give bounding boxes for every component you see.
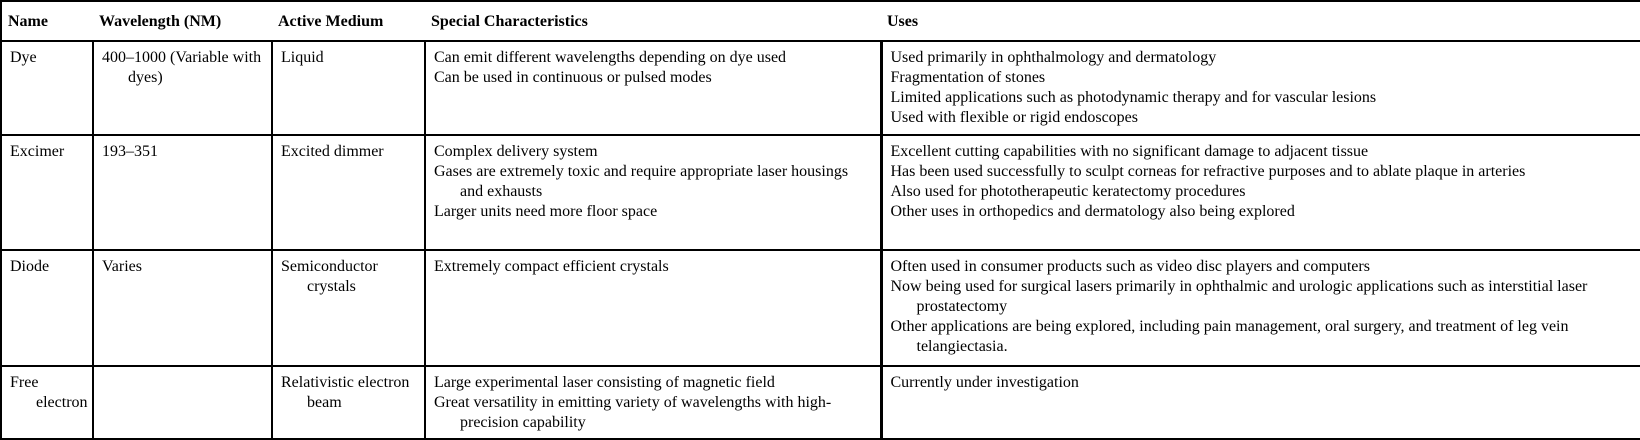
wavelength-value: 400–1000 (Variable with dyes) <box>102 49 262 86</box>
table-row <box>1 250 1640 365</box>
cell-characteristics <box>425 250 881 365</box>
table-row <box>1 135 1640 250</box>
cell-medium <box>272 41 425 135</box>
cell-uses <box>881 135 1640 250</box>
characteristic-item: Can be used in continuous or pulsed modes <box>434 69 712 86</box>
table-row <box>1 366 1640 439</box>
header-wavelength: Wavelength (NM) <box>93 1 272 41</box>
header-uses: Uses <box>881 1 1640 41</box>
cell-characteristics <box>425 41 881 135</box>
cell-wavelength <box>93 250 272 365</box>
use-item: Now being used for surgical lasers primarily in ophthalmic and urologic applications such as interstitial laser prostatectomy <box>890 278 1588 316</box>
use-item: Limited applications such as photodynamic therapy and for vascular lesions <box>890 89 1377 106</box>
characteristic-item: Great versatility in emitting variety of wavelengths with high-precision capability <box>434 393 832 431</box>
use-item: Excellent cutting capabilities with no significant damage to adjacent tissue <box>890 143 1369 161</box>
characteristic-item: Larger units need more floor space <box>434 203 658 221</box>
cell-medium <box>272 366 425 439</box>
wavelength-value: 193–351 <box>102 143 158 161</box>
cell-uses <box>881 41 1640 135</box>
cell-characteristics <box>425 135 881 250</box>
active-medium-value: Liquid <box>281 49 324 66</box>
cell-wavelength <box>93 366 272 439</box>
laser-name: Excimer <box>10 143 65 161</box>
characteristic-item: Complex delivery system <box>434 143 598 161</box>
characteristic-item: Can emit different wavelengths depending on dye used <box>434 49 787 66</box>
use-item: Fragmentation of stones <box>890 69 1046 86</box>
cell-wavelength <box>93 135 272 250</box>
cell-medium <box>272 135 425 250</box>
use-item: Has been used successfully to sculpt corneas for refractive purposes and to ablate plaque in arteries <box>890 163 1526 181</box>
active-medium-value: Excited dimmer <box>281 143 384 161</box>
cell-uses <box>881 366 1640 439</box>
use-item: Currently under investigation <box>890 373 1079 391</box>
cell-uses <box>881 250 1640 365</box>
cell-medium <box>272 250 425 365</box>
cell-name <box>1 135 93 250</box>
header-special-characteristics: Special Characteristics <box>425 1 881 41</box>
table-header-row <box>1 1 1640 41</box>
active-medium-value: Semiconductor crystals <box>281 258 378 296</box>
use-item: Other applications are being explored, including pain management, oral surgery, and treatment of leg vein telangiectasia. <box>890 318 1569 356</box>
header-name: Name <box>1 1 93 41</box>
header-active-medium: Active Medium <box>272 1 425 41</box>
laser-name: Diode <box>10 258 50 276</box>
cell-name <box>1 366 93 439</box>
use-item: Used with flexible or rigid endoscopes <box>890 109 1138 126</box>
table-row <box>1 41 1640 135</box>
cell-name <box>1 250 93 365</box>
characteristic-item: Gases are extremely toxic and require appropriate laser housings and exhausts <box>434 163 849 201</box>
use-item: Also used for phototherapeutic keratectomy procedures <box>890 183 1246 201</box>
cell-wavelength <box>93 41 272 135</box>
wavelength-value: Varies <box>102 258 142 276</box>
use-item: Other uses in orthopedics and dermatology also being explored <box>890 203 1295 221</box>
use-item: Used primarily in ophthalmology and dermatology <box>890 49 1217 66</box>
characteristic-item: Large experimental laser consisting of magnetic field <box>434 373 775 391</box>
cell-characteristics <box>425 366 881 439</box>
laser-name: Dye <box>10 49 37 66</box>
characteristic-item: Extremely compact efficient crystals <box>434 258 669 276</box>
cell-name <box>1 41 93 135</box>
active-medium-value: Relativistic electron beam <box>281 373 410 411</box>
laser-name: Free electron <box>10 373 88 411</box>
use-item: Often used in consumer products such as video disc players and computers <box>890 258 1370 276</box>
